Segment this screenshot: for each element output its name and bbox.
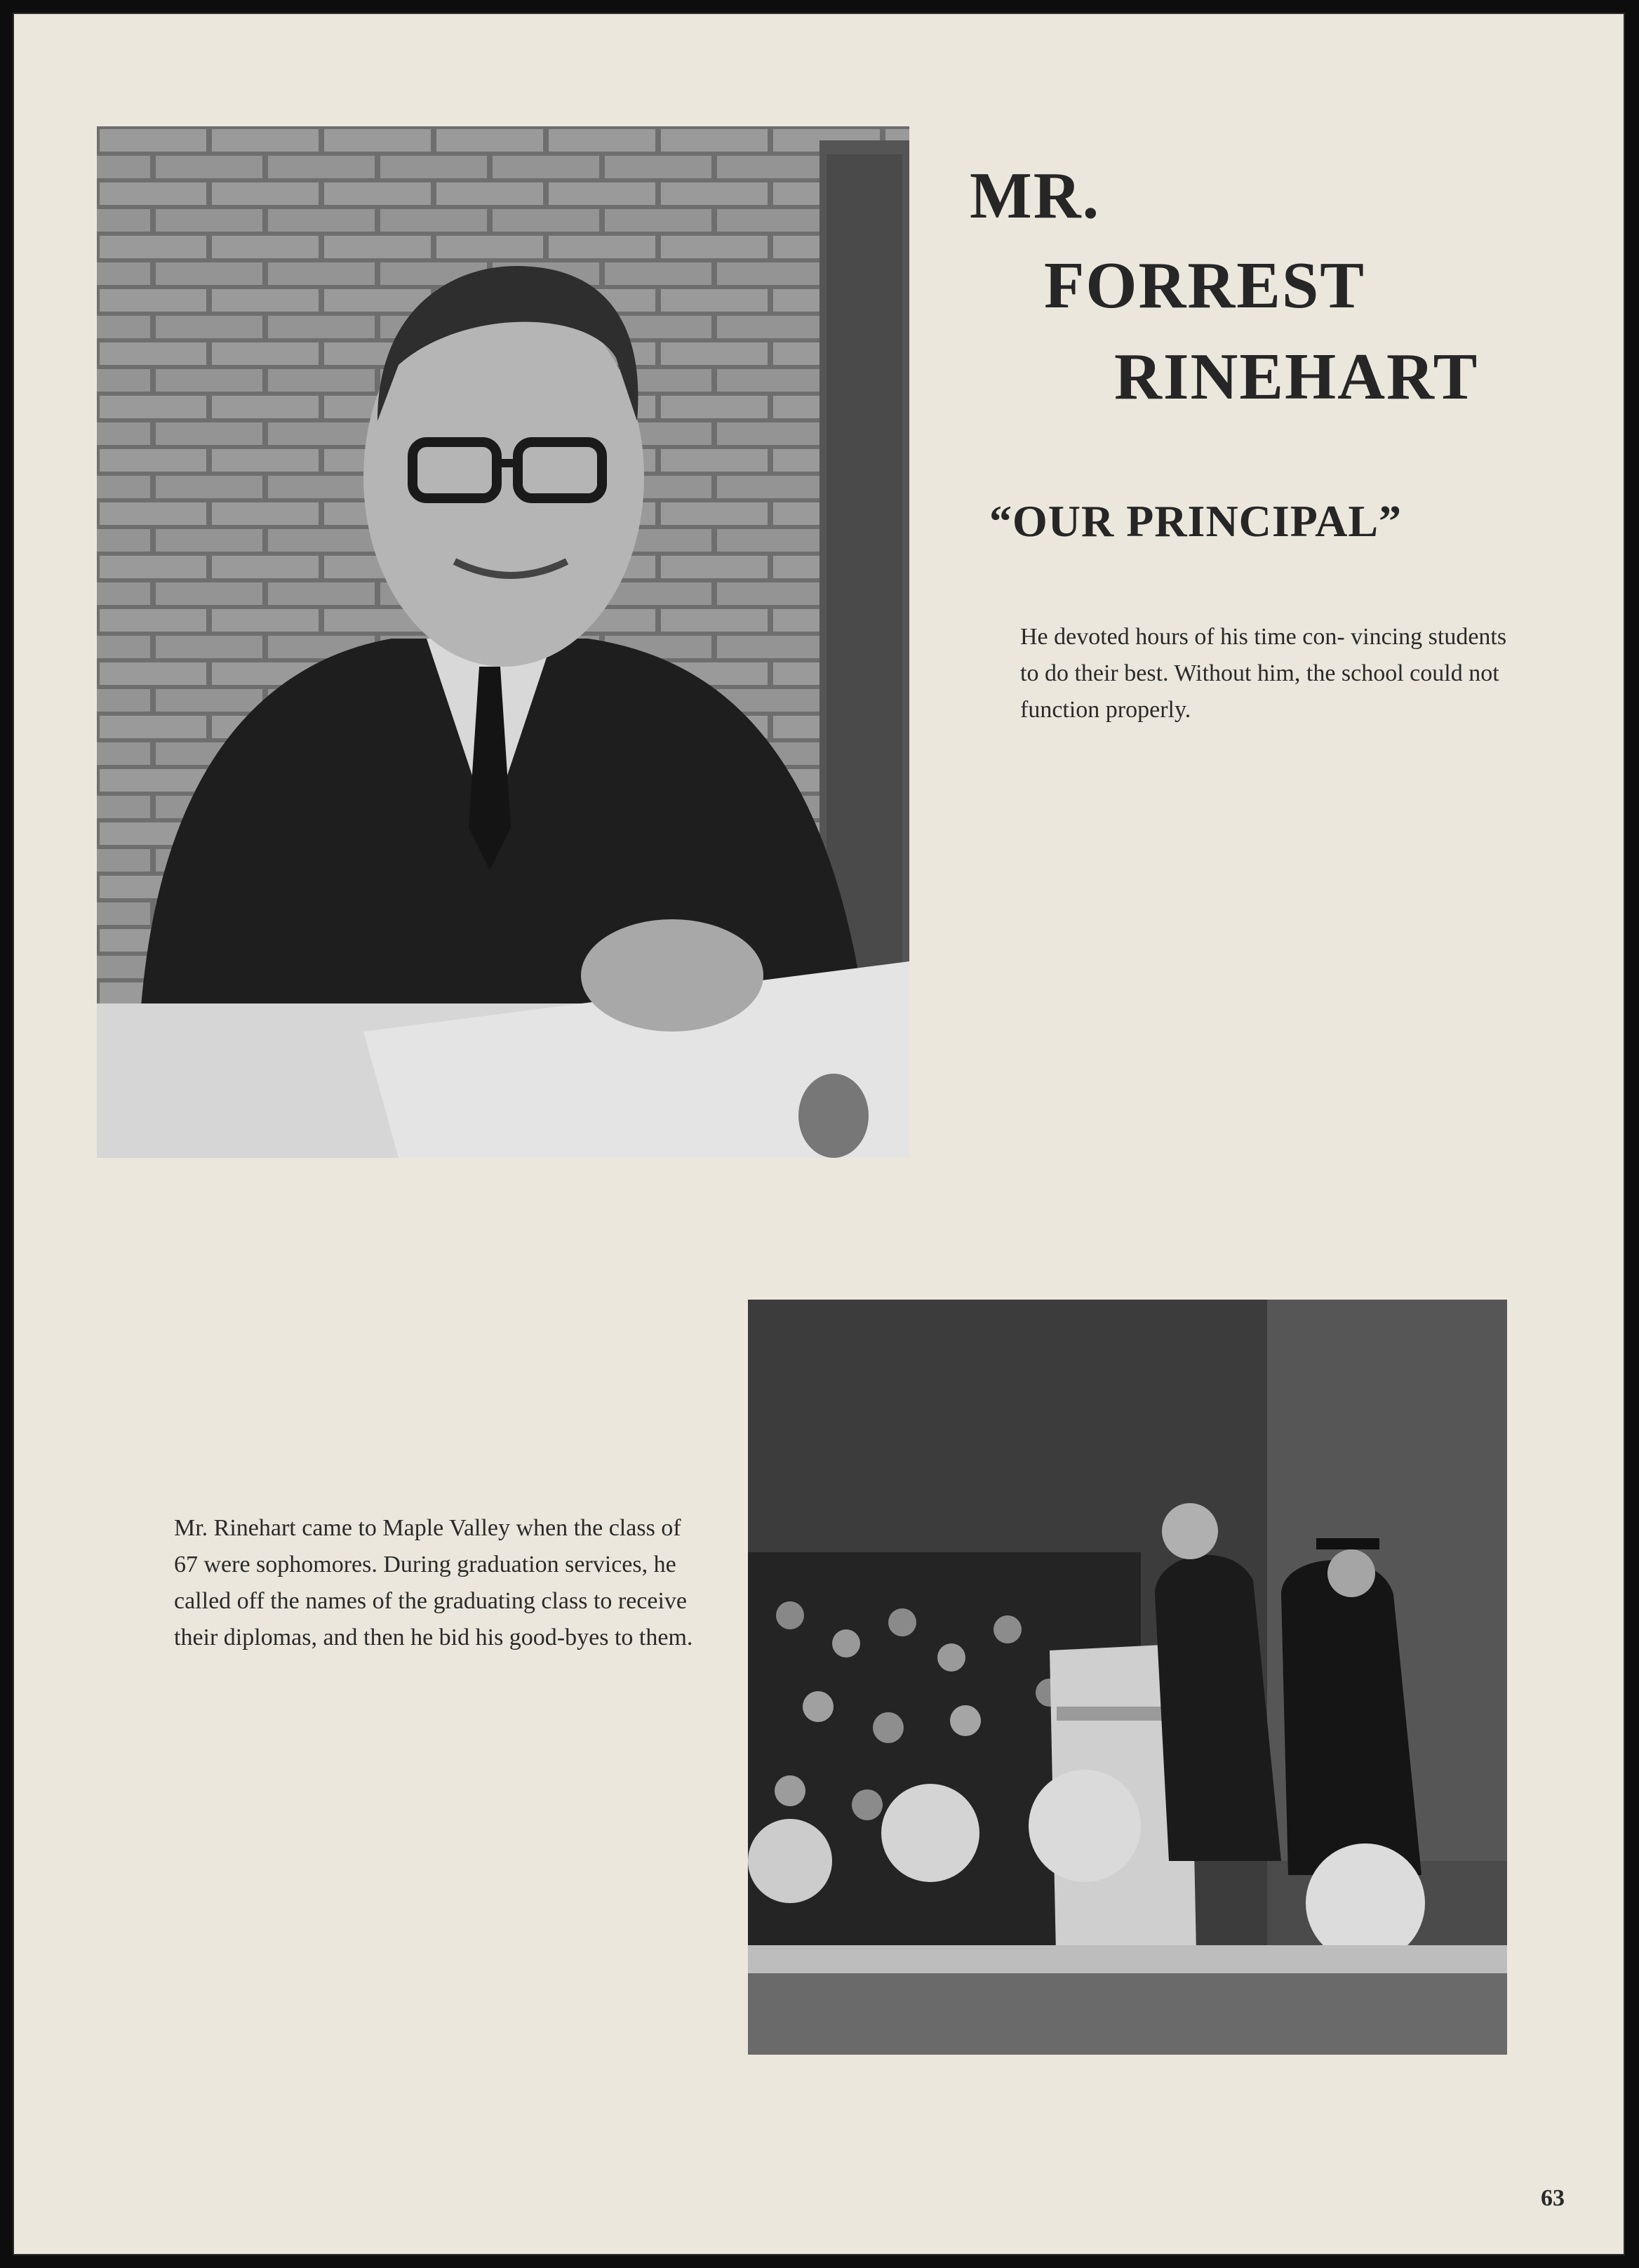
page-number: 63 — [1541, 2185, 1565, 2211]
title-line-mr: MR. — [970, 159, 1101, 232]
graduation-ceremony-photo — [748, 1300, 1507, 2055]
graduation-ceremony-illustration — [748, 1300, 1507, 2055]
title-line-last-name: RINEHART — [1114, 340, 1479, 413]
graduation-caption: Mr. Rinehart came to Maple Valley when the class of 67 were sophomores. During graduation services, he called off the names of the graduating class to receive their diplomas, and then he bid his good-byes to them. — [174, 1515, 693, 1650]
principal-caption: He devoted hours of his time con- vincing students to do their best. Without him, the school could not function properly. — [1020, 624, 1507, 723]
yearbook-page — [13, 13, 1625, 2255]
title-line-first-name: FORREST — [1044, 249, 1365, 322]
principal-portrait-photo — [97, 126, 909, 1158]
principal-portrait-illustration — [97, 126, 909, 1158]
subtitle: “OUR PRINCIPAL” — [989, 496, 1403, 546]
